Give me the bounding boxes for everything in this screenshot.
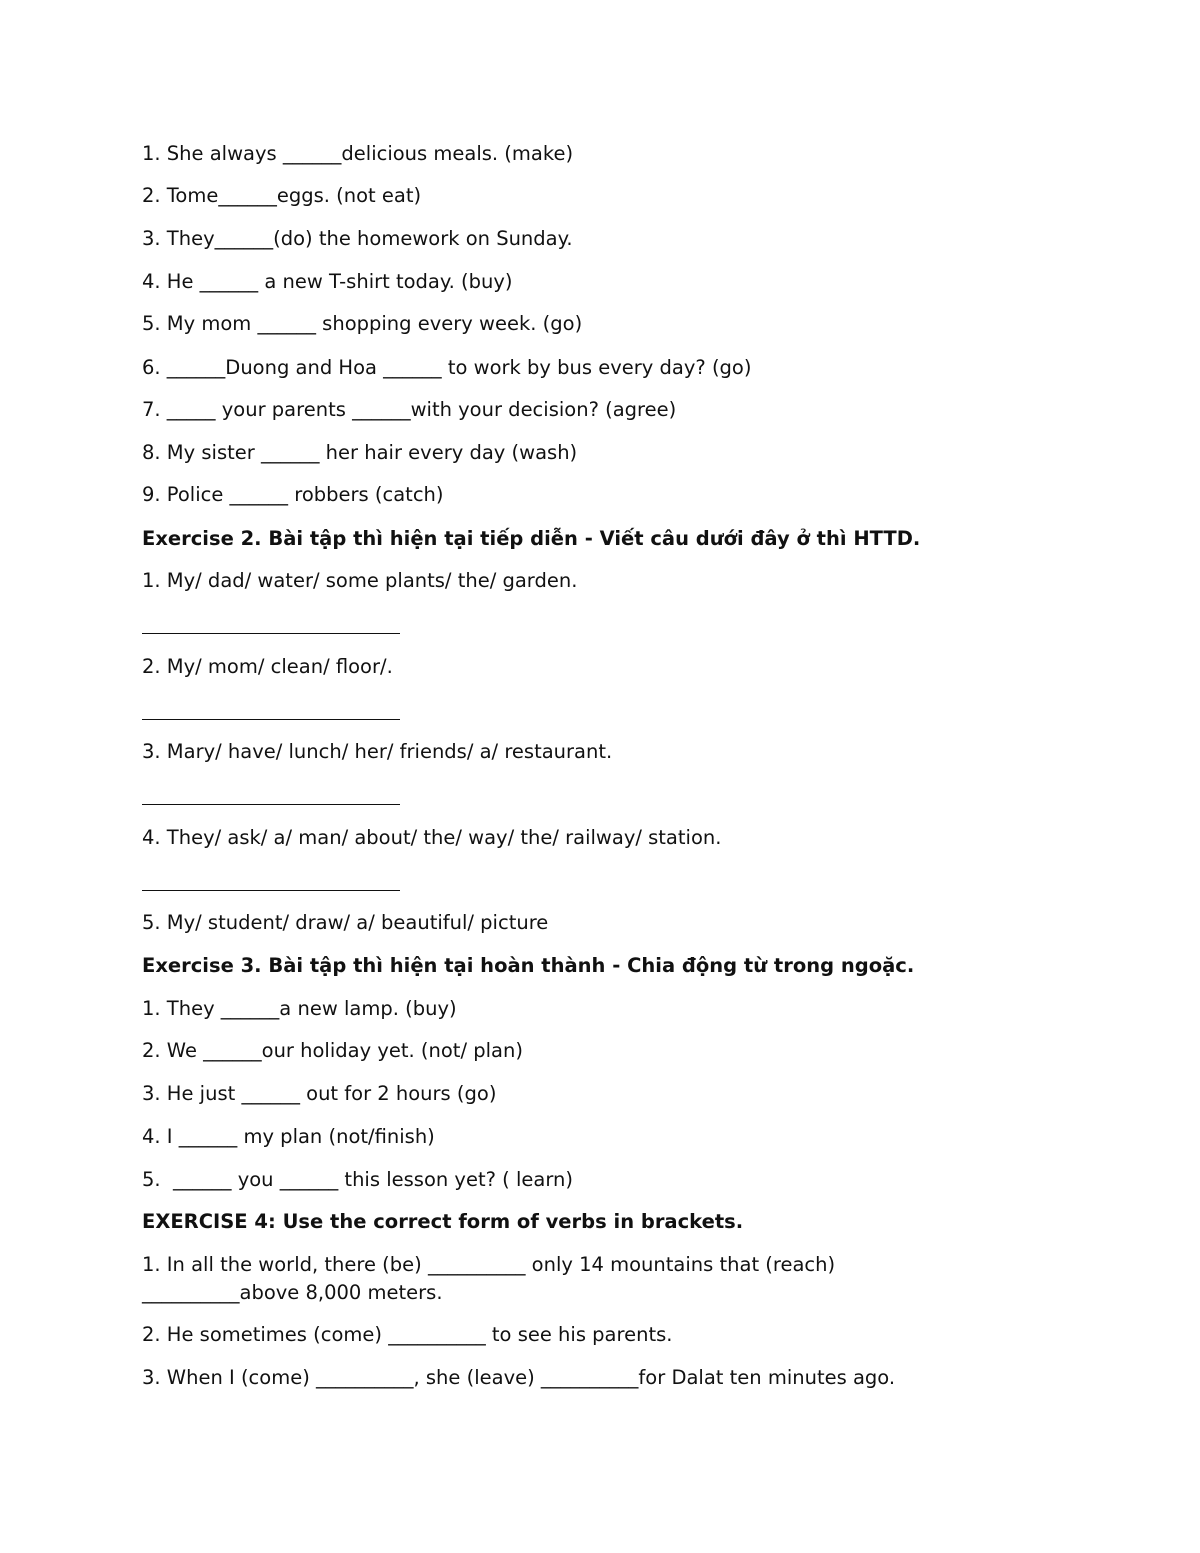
ex2-answer-line-1	[142, 633, 400, 634]
ex4-heading: EXERCISE 4: Use the correct form of verbs in brackets.	[142, 1210, 744, 1233]
ex1-item-9: 9. Police ______ robbers (catch)	[142, 483, 444, 506]
ex2-answer-line-3	[142, 804, 400, 805]
ex1-item-2: 2. Tome______eggs. (not eat)	[142, 184, 422, 207]
ex4-item-2: 2. He sometimes (come) __________ to see his parents.	[142, 1323, 673, 1346]
ex3-item-3: 3. He just ______ out for 2 hours (go)	[142, 1082, 497, 1105]
ex1-item-4: 4. He ______ a new T-shirt today. (buy)	[142, 270, 513, 293]
ex2-item-3: 3. Mary/ have/ lunch/ her/ friends/ a/ restaurant.	[142, 740, 613, 763]
ex3-item-1: 1. They ______a new lamp. (buy)	[142, 997, 457, 1020]
ex2-item-4: 4. They/ ask/ a/ man/ about/ the/ way/ the/ railway/ station.	[142, 826, 722, 849]
ex1-item-5: 5. My mom ______ shopping every week. (go)	[142, 312, 583, 335]
ex2-answer-line-2	[142, 719, 400, 720]
ex1-item-6: 6. ______Duong and Hoa ______ to work by bus every day? (go)	[142, 356, 752, 379]
ex1-item-3: 3. They______(do) the homework on Sunday.	[142, 227, 573, 250]
ex1-item-8: 8. My sister ______ her hair every day (wash)	[142, 441, 578, 464]
ex1-item-1: 1. She always ______delicious meals. (make)	[142, 142, 574, 165]
ex4-item-1-continued: __________above 8,000 meters.	[142, 1281, 443, 1304]
ex3-item-4: 4. I ______ my plan (not/finish)	[142, 1125, 435, 1148]
ex2-item-1: 1. My/ dad/ water/ some plants/ the/ garden.	[142, 569, 578, 592]
ex4-item-3: 3. When I (come) __________, she (leave) __________for Dalat ten minutes ago.	[142, 1366, 896, 1389]
ex4-item-1: 1. In all the world, there (be) __________ only 14 mountains that (reach)	[142, 1253, 836, 1276]
ex2-heading: Exercise 2. Bài tập thì hiện tại tiếp diễn - Viết câu dưới đây ở thì HTTD.	[142, 527, 921, 550]
ex2-item-2: 2. My/ mom/ clean/ floor/.	[142, 655, 393, 678]
ex3-item-5: 5. ______ you ______ this lesson yet? ( learn)	[142, 1168, 573, 1191]
ex3-heading: Exercise 3. Bài tập thì hiện tại hoàn thành - Chia động từ trong ngoặc.	[142, 954, 915, 977]
ex2-answer-line-4	[142, 890, 400, 891]
ex3-item-2: 2. We ______our holiday yet. (not/ plan)	[142, 1039, 523, 1062]
ex2-item-5: 5. My/ student/ draw/ a/ beautiful/ picture	[142, 911, 549, 934]
ex1-item-7: 7. _____ your parents ______with your decision? (agree)	[142, 398, 677, 421]
